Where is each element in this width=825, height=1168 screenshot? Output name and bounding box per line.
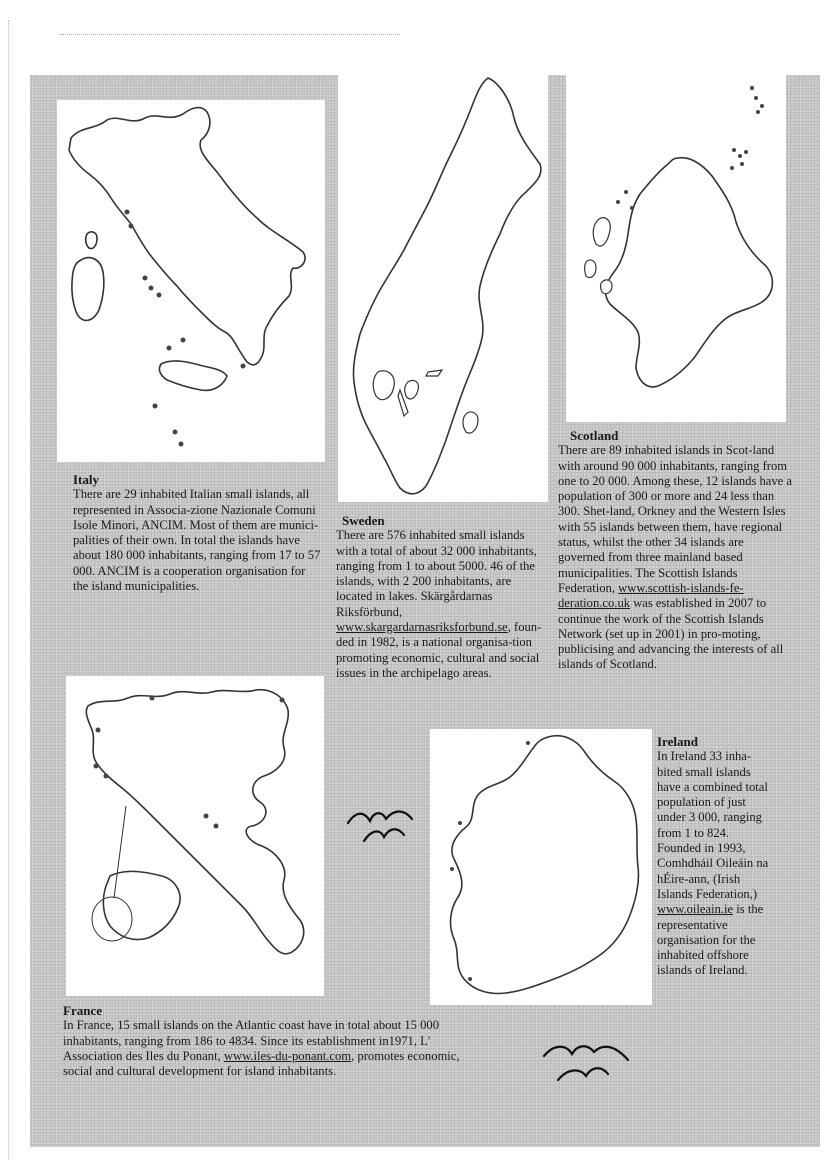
france-text: In France, 15 small islands on the Atlantic coast have in total about 15 000 inhabitants, ranging from 186 to 4834. Since its establishment in1971, L' Association des Iles du Ponant, www.iles-du-ponant.com, promotes economic, social and cultural development for island inhabitants. bbox=[63, 1018, 460, 1079]
italy-text: There are 29 inhabited Italian small islands, all represented in Associa-zione Nazionale Comuni Isole Minori, ANCIM. Most of them are munici-palities of their own. In total the islands have about 180 000 inhabitants, ranging from 17 to 57 000. ANCIM is a cooperation organisation for the island municipalities. bbox=[73, 487, 321, 594]
scotland-link[interactable]: www.scottish-islands-fe-deration.co.uk bbox=[558, 580, 744, 611]
header-rule bbox=[60, 34, 400, 35]
sweden-section bbox=[336, 513, 548, 681]
france-map-icon bbox=[66, 676, 324, 996]
ireland-link[interactable]: www.oileain.ie bbox=[657, 902, 734, 917]
ireland-map-icon bbox=[430, 729, 652, 1005]
sweden-map-icon bbox=[338, 72, 548, 502]
ireland-section bbox=[657, 734, 775, 979]
italy-title: Italy bbox=[73, 472, 99, 487]
sweden-link[interactable]: www.skargardarnasriksforbund.se bbox=[336, 620, 508, 635]
birds-icon bbox=[540, 1042, 636, 1090]
scotland-map-icon bbox=[566, 72, 786, 422]
scotland-section bbox=[558, 428, 792, 673]
sweden-title: Sweden bbox=[342, 513, 385, 528]
margin-dots bbox=[8, 20, 9, 1160]
scotland-title: Scotland bbox=[570, 428, 619, 443]
ireland-text: In Ireland 33 inha-bited small islands have a combined total population of just under 3 000, ranging from 1 to 824. Founded in 1993, Comhdháil Oileáin na hÉire-ann, (Irish Islands Federation,) www.oileain.ie is the representative organisation for the inhabited offshore islands of Ireland. bbox=[657, 749, 769, 978]
italy-section bbox=[73, 472, 323, 594]
italy-map-icon bbox=[57, 100, 325, 462]
ireland-title: Ireland bbox=[657, 734, 698, 749]
sweden-text: There are 576 inhabited small islands with a total of about 32 000 inhabitants, ranging from 1 to about 5000. 46 of the islands, with 2 200 inhabitants, are located in lakes. Skärgårdarnas Riksförbund, www.skargardarnasriksforbund.se, foun-ded in 1982, is a national organisa-tion promoting economic, cultural and social issues in the archipelago areas. bbox=[336, 528, 542, 680]
france-title: France bbox=[63, 1003, 102, 1018]
france-link[interactable]: www.iles-du-ponant.com bbox=[223, 1048, 352, 1063]
france-section bbox=[63, 1003, 483, 1079]
scotland-text: There are 89 inhabited islands in Scot-land with around 90 000 inhabitants, ranging from one to 20 000. Among these, 12 islands have a population of 300 or more and 24 less than 300. Shet-land, Orkney and the Western Isles with 55 islands between them, have regional status, whilst the other 34 islands are governed from three mainland based municipalities. The Scottish Islands Federation, www.scottish-islands-fe-deration.co.uk was established in 2007 to continue the work of the Scottish Islands Network (set up in 2001) in pro-moting, publicising and advancing the interests of all islands of Scotland. bbox=[558, 443, 792, 672]
birds-icon bbox=[342, 805, 418, 849]
